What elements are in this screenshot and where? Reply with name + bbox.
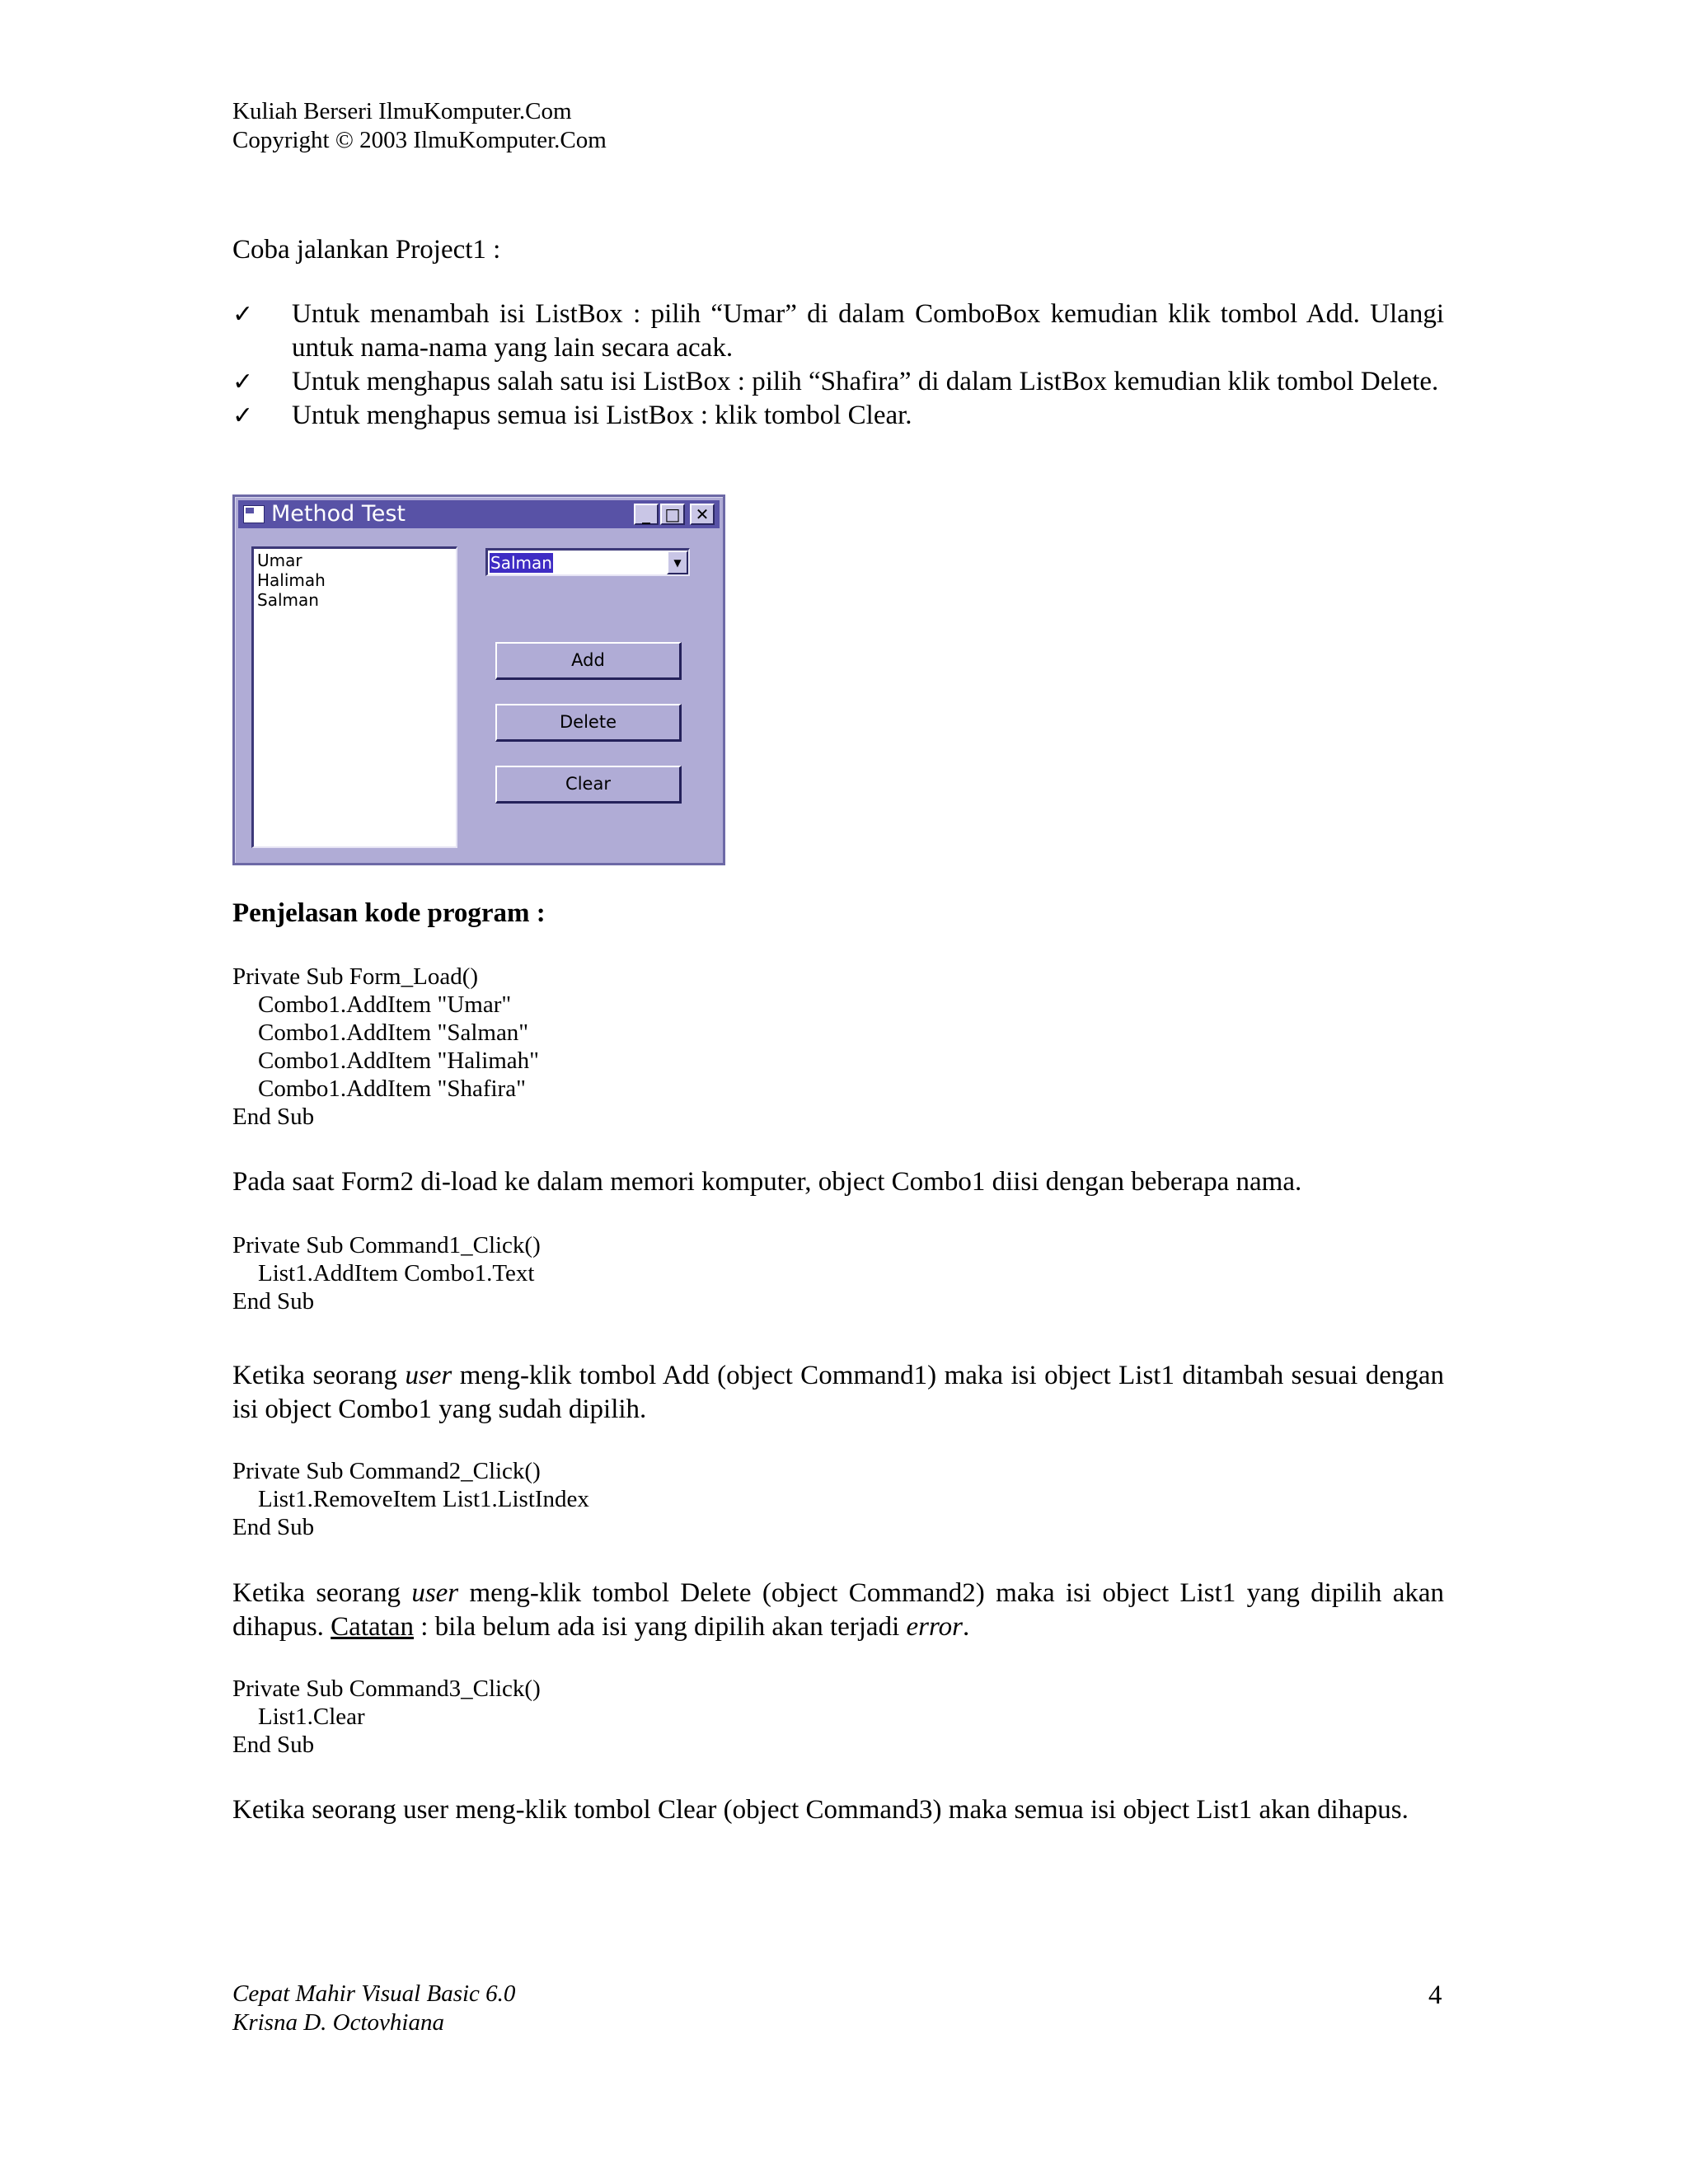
code-line: End Sub [232, 1104, 315, 1130]
add-button[interactable]: Add [495, 642, 682, 680]
code-line: Combo1.AddItem "Halimah" [258, 1047, 540, 1074]
code-line: End Sub [232, 1288, 315, 1315]
method-test-window [232, 494, 725, 865]
code-line: Combo1.AddItem "Salman" [258, 1019, 529, 1046]
check-item-text: Untuk menghapus salah satu isi ListBox : pilih “Shafira” di dalam ListBox kemudian klik tombol Delete. [292, 367, 1439, 396]
page-footer [232, 1980, 515, 2037]
minimize-icon[interactable]: _ [634, 504, 659, 525]
check-mark-icon: ✓ [232, 300, 254, 329]
paragraph-command2 [232, 1577, 1444, 1644]
text-run: : bila belum ada isi yang dipilih akan terjadi [413, 1612, 907, 1642]
text-run: meng-klik tombol Add (object Command1) maka isi object List1 ditambah sesuai dengan isi object Combo1 yang sudah dipilih. [232, 1361, 1444, 1424]
paragraph-command1 [232, 1359, 1444, 1427]
code-line: List1.RemoveItem List1.ListIndex [258, 1486, 589, 1512]
text-run-italic: user [405, 1361, 452, 1390]
page-header [232, 97, 607, 155]
code-line: Private Sub Form_Load() [232, 963, 479, 990]
close-icon[interactable]: ✕ [690, 504, 715, 525]
list1-listbox[interactable] [251, 546, 457, 848]
check-mark-icon: ✓ [232, 368, 254, 396]
checklist [232, 298, 1444, 433]
code-line: End Sub [232, 1732, 315, 1758]
text-run: meng-klik tombol Delete (object Command2) maka isi object List1 yang dipilih akan dihapus. [232, 1578, 1444, 1642]
code-line: Combo1.AddItem "Umar" [258, 991, 512, 1018]
combo1-combobox[interactable] [485, 548, 690, 576]
code-block-command2 [232, 1457, 589, 1541]
delete-button[interactable]: Delete [495, 704, 682, 742]
clear-button[interactable]: Clear [495, 766, 682, 804]
code-block-command3 [232, 1675, 541, 1759]
code-line: List1.AddItem Combo1.Text [258, 1260, 535, 1286]
combo-selected-value[interactable]: Salman [490, 553, 552, 573]
code-block-form-load [232, 963, 539, 1131]
intro-text: Coba jalankan Project1 : [232, 235, 501, 265]
text-run-italic: user [411, 1578, 459, 1608]
form-icon [243, 505, 265, 523]
code-line: Private Sub Command2_Click() [232, 1458, 541, 1484]
check-mark-icon: ✓ [232, 401, 254, 430]
footer-author: Krisna D. Octovhiana [232, 2009, 444, 2036]
section-heading: Penjelasan kode program : [232, 898, 546, 928]
header-line-1: Kuliah Berseri IlmuKomputer.Com [232, 98, 572, 124]
list-item[interactable]: Salman [257, 590, 319, 610]
footer-book-title: Cepat Mahir Visual Basic 6.0 [232, 1980, 516, 2007]
paragraph-command3: Ketika seorang user meng-klik tombol Clear (object Command3) maka semua isi object List1 akan dihapus. [232, 1795, 1409, 1825]
paragraph-form-load: Pada saat Form2 di-load ke dalam memori komputer, object Combo1 diisi dengan beberapa nama. [232, 1167, 1302, 1197]
list-item[interactable]: Halimah [257, 570, 326, 590]
check-item [232, 298, 1444, 365]
text-run-underline: Catatan [331, 1612, 414, 1642]
text-run: . [962, 1612, 970, 1642]
text-run: Ketika seorang [232, 1578, 412, 1608]
code-line: Private Sub Command3_Click() [232, 1675, 541, 1702]
check-item-text: Untuk menambah isi ListBox : pilih “Umar” di dalam ComboBox kemudian klik tombol Add. Ulangi untuk nama-nama yang lain secara acak. [292, 299, 1444, 363]
code-line: Private Sub Command1_Click() [232, 1232, 541, 1258]
list-item[interactable]: Umar [257, 551, 302, 570]
text-run: Ketika seorang [232, 1361, 406, 1390]
window-titlebar[interactable] [238, 500, 720, 528]
page-number: 4 [1428, 1980, 1442, 2010]
window-title: Method Test [271, 501, 406, 527]
code-line: End Sub [232, 1514, 315, 1540]
window-controls [634, 504, 715, 525]
code-line: List1.Clear [258, 1704, 365, 1730]
chevron-down-icon[interactable]: ▼ [667, 551, 688, 574]
code-block-command1 [232, 1231, 541, 1315]
header-line-2: Copyright © 2003 IlmuKomputer.Com [232, 127, 607, 153]
text-run-italic: error [906, 1612, 963, 1642]
check-item [232, 399, 1444, 433]
code-line: Combo1.AddItem "Shafira" [258, 1076, 526, 1102]
check-item [232, 365, 1444, 399]
maximize-icon[interactable]: □ [660, 504, 685, 525]
check-item-text: Untuk menghapus semua isi ListBox : klik tombol Clear. [292, 401, 912, 430]
